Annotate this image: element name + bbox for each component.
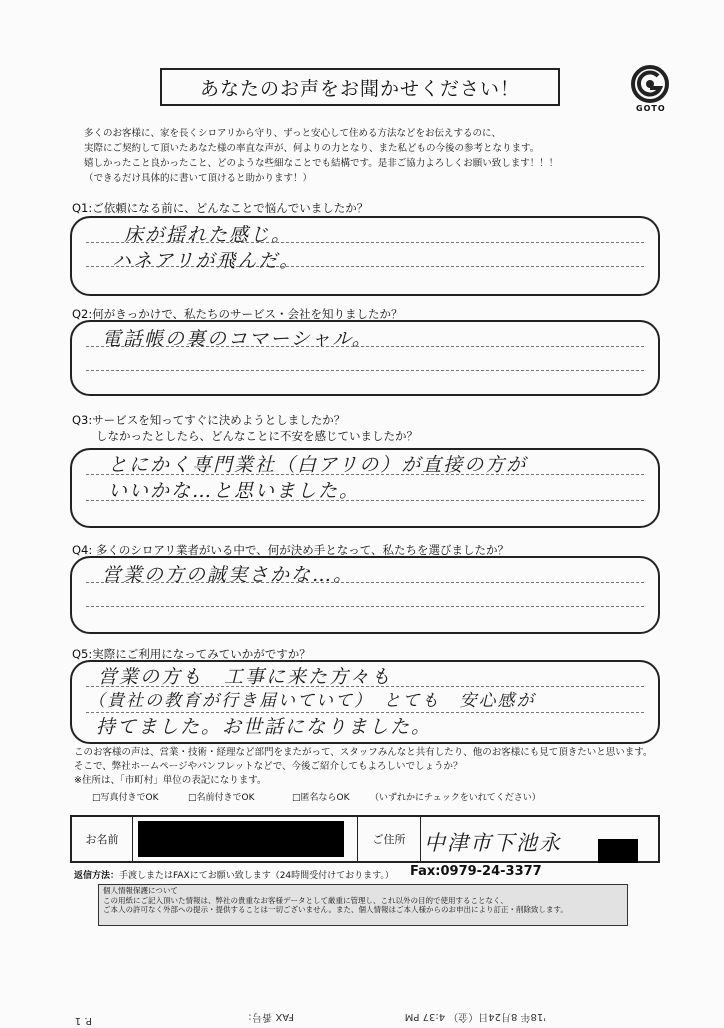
return-method-label: 返信方法： [74, 871, 120, 881]
consent-photo-checkbox[interactable]: □写真付きでOK [92, 793, 159, 803]
question-2: Q2:何がきっかけで、私たちのサービス・会社を知りましたか？ [72, 307, 403, 321]
privacy-line: ご本人の許可なく外部への提示・提供することは一切ございません。また、個人情報はご本人様からのお申出により訂正・削除致します。 [103, 905, 568, 914]
answer-box-5[interactable] [70, 660, 660, 744]
fax-number-label: FAX 番号： [242, 1011, 294, 1022]
answer-5-line-3: 持てました。お世話になりました。 [96, 716, 433, 738]
privacy-notice [98, 884, 628, 926]
intro-line: 嬉しかったこと良かったこと、どのような些細なことでも結構です。是非ご協力よろしくお願い致します！！！ [84, 158, 559, 169]
intro-text [84, 126, 664, 186]
question-4: Q4: 多くのシロアリ業者がいる中で、何が決め手となって、私たちを選びましたか？ [72, 543, 509, 557]
fax-timestamp: '18年 8月24日（金） 4:37 PM [404, 1011, 546, 1022]
fax-transmission-header [0, 1008, 724, 1028]
answer-box-2[interactable] [70, 320, 660, 396]
return-method-text: 手渡しまたはFAXにてお願い致します（24時間受付けております。） [119, 871, 394, 881]
answer-2-line-1: 電話帳の裏のコマーシャル。 [102, 328, 373, 350]
answer-box-3[interactable] [70, 448, 660, 528]
consent-anonymous-checkbox[interactable]: □匿名ならOK [292, 793, 350, 803]
page-title [160, 68, 560, 106]
question-5: Q5:実際にご利用になってみていかがですか？ [72, 647, 311, 661]
customer-info-box [70, 815, 660, 863]
name-label: お名前 [72, 817, 133, 861]
answer-4-line-1: 営業の方の誠実さかな…。 [102, 564, 355, 586]
answer-1-line-1: 床が揺れた感じ。 [124, 224, 293, 246]
answer-3-line-1: とにかく専門業社（白アリの）が直接の方が [108, 454, 528, 476]
answer-3-line-2: いいかな…と思いました。 [108, 480, 361, 502]
answer-5-line-2: （貴社の教育が行き届いていて） とても 安心感が [88, 691, 536, 711]
question-3-continued: しなかったとしたら、どんなことに不安を感じていましたか？ [96, 429, 418, 443]
footnote-line: このお客様の声は、営業・技術・経理など部門をまたがって、スタッフみんなと共有したり、他のお客様にも見て頂きたいと思います。 [74, 747, 653, 758]
answer-box-1[interactable] [70, 216, 660, 296]
intro-line: 実際にご契約して頂いたあなた様の率直な声が、何よりの力となり、また私どもの今後の参考となります。 [84, 143, 540, 154]
fax-label: Fax: [410, 864, 441, 879]
return-method [74, 868, 394, 881]
question-3: Q3:サービスを知ってすぐに決めようとしましたか？ [72, 413, 346, 427]
logo-text: GOTO [636, 104, 666, 113]
footnote-line: ※住所は、「市町村」単位の表記になります。 [74, 775, 267, 786]
intro-line: 多くのお客様に、家を長くシロアリから守り、ずっと安心して住める方法などをお伝えするのに、 [84, 128, 502, 139]
answer-box-4[interactable] [70, 556, 660, 634]
fax-page: P. 1 [74, 1015, 92, 1026]
privacy-line: この用紙にご記入頂いた情報は、弊社の貴重なお客様データとして厳重に管理し、これ以外の目的で使用することなく、 [103, 895, 508, 905]
address-redacted [598, 839, 638, 863]
address-value: 中津市下池永 [424, 831, 562, 855]
consent-name-checkbox[interactable]: □名前付きでOK [188, 793, 255, 803]
address-label: ご住所 [357, 817, 421, 861]
footnote-line: そこで、弊社ホームページやパンフレットなどで、今後ご紹介してもよろしいでしょうか？ [74, 761, 463, 772]
privacy-line: 個人情報保護について [103, 886, 178, 895]
question-1: Q1:ご依頼になる前に、どんなことで悩んでいましたか？ [72, 201, 369, 215]
name-redacted [138, 821, 344, 857]
fax-number-line [410, 864, 542, 879]
page-title-text: あなたのお声をお聞かせください！ [199, 77, 520, 100]
fax-number: 0979-24-3377 [440, 864, 542, 879]
consent-note: （いずれかにチェックをいれてください） [370, 793, 541, 803]
answer-1-line-2: ハネアリが飛んだ。 [112, 250, 301, 272]
answer-5-line-1: 営業の方も 工事に来た方々も [98, 666, 393, 688]
intro-line: （できるだけ具体的に書いて頂けると助かります！） [84, 173, 313, 184]
